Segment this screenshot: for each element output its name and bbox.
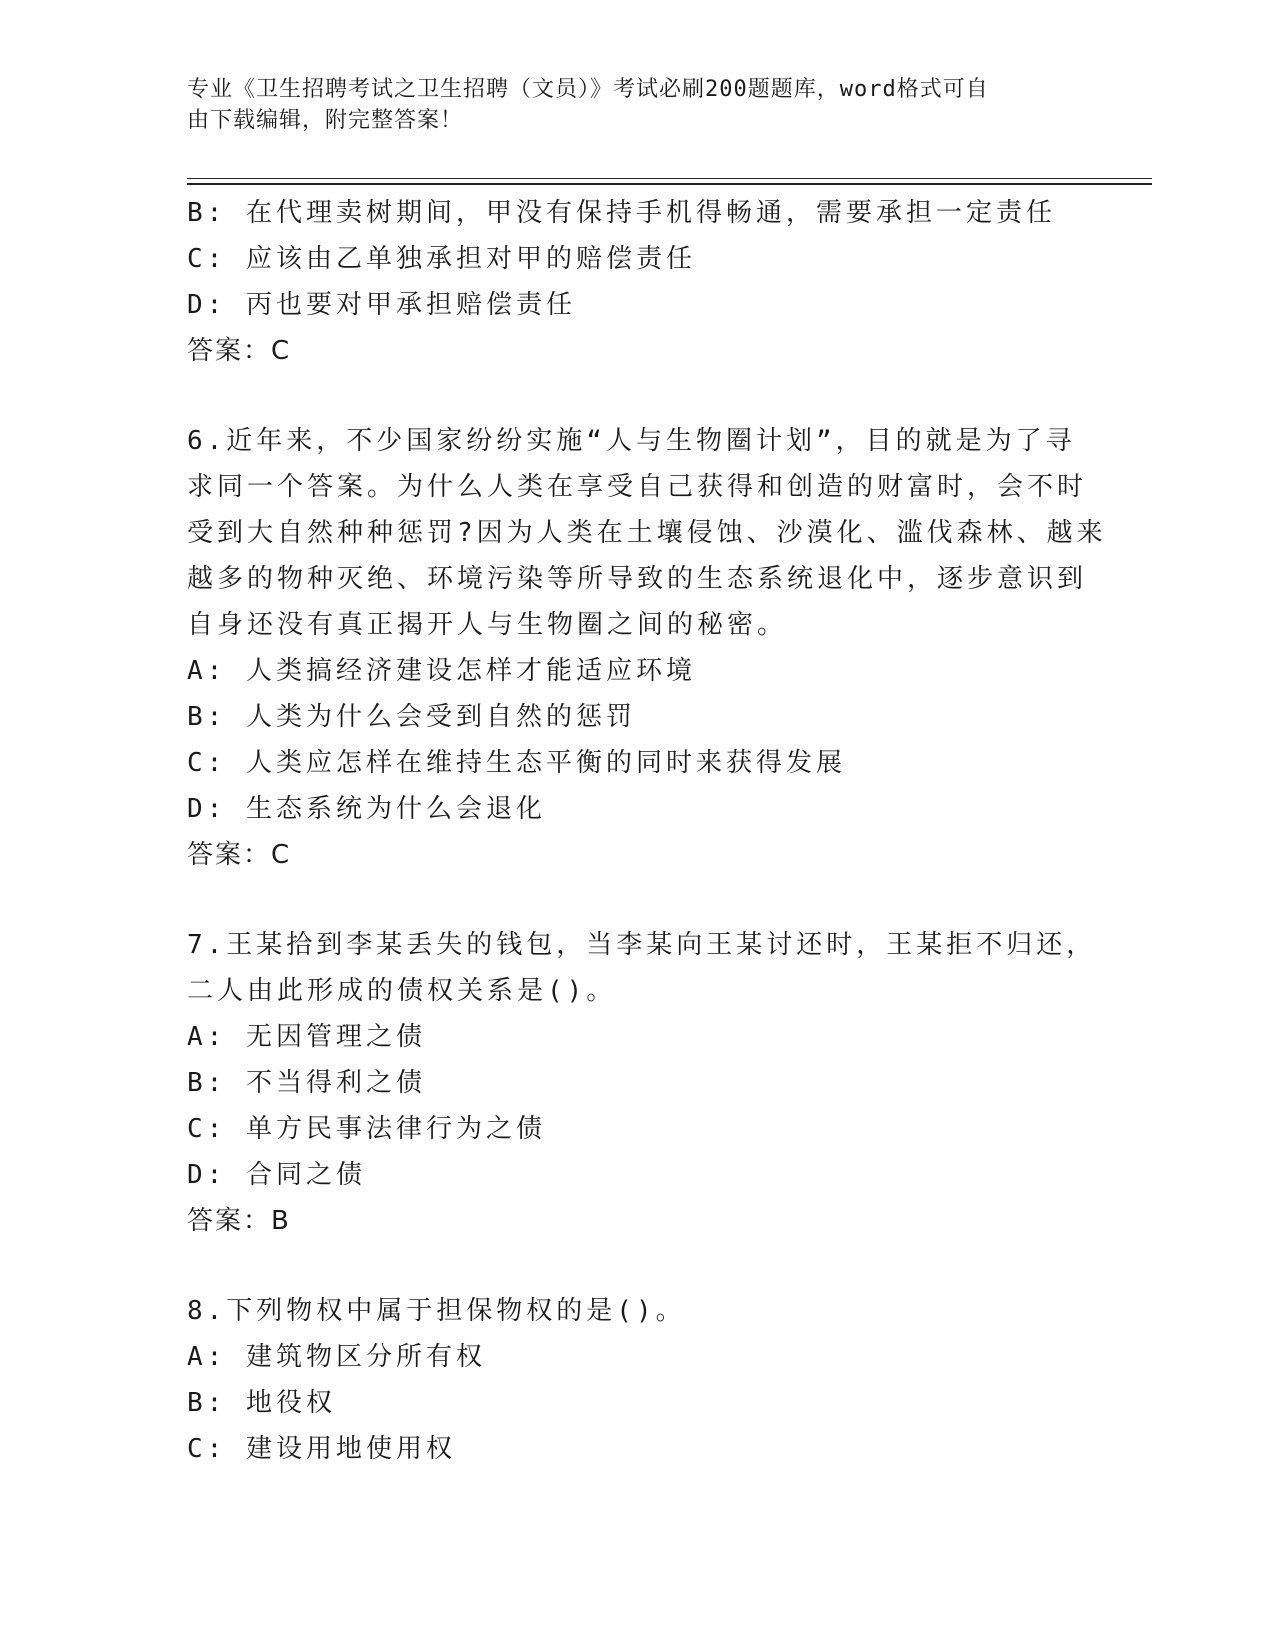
spacer: [187, 374, 1087, 418]
question-text-line: 自身还没有真正揭开人与生物圈之间的秘密。: [187, 610, 788, 640]
question-text-line: 求同一个答案。为什么人类在享受自己获得和创造的财富时，会不时: [187, 472, 1088, 502]
option-b: B: 在代理卖树期间，甲没有保持手机得畅通，需要承担一定责任: [187, 198, 1056, 228]
option-c: C: 建设用地使用权: [187, 1434, 456, 1464]
header-divider-thick: [187, 183, 1152, 185]
option-d: D: 丙也要对甲承担赔偿责任: [187, 290, 576, 320]
question-content: [187, 190, 1107, 1472]
header-divider-thin: [187, 178, 1152, 179]
spacer: [187, 878, 1087, 922]
header-line-1: 专业《卫生招聘考试之卫生招聘（文员）》考试必刷200题题库，word格式可自: [187, 77, 989, 102]
question-6: [187, 418, 1107, 878]
question-7: [187, 922, 1097, 1244]
option-d: D: 合同之债: [187, 1160, 366, 1190]
question-8: [187, 1288, 1087, 1472]
option-a: A: 无因管理之债: [187, 1022, 426, 1052]
document-header: [187, 74, 1067, 136]
option-b: B: 地役权: [187, 1388, 336, 1418]
answer: 答案：B: [187, 1206, 291, 1236]
answer: 答案：C: [187, 840, 292, 870]
option-a: A: 人类搞经济建设怎样才能适应环境: [187, 656, 696, 686]
option-d: D: 生态系统为什么会退化: [187, 794, 546, 824]
question-text-line: 8.下列物权中属于担保物权的是()。: [187, 1296, 686, 1326]
option-c: C: 单方民事法律行为之债: [187, 1114, 546, 1144]
question-5: [187, 190, 1087, 374]
spacer: [187, 1244, 1087, 1288]
question-text-line: 受到大自然种种惩罚?因为人类在土壤侵蚀、沙漠化、滥伐森林、越来: [187, 518, 1107, 548]
option-b: B: 人类为什么会受到自然的惩罚: [187, 702, 636, 732]
question-text-line: 二人由此形成的债权关系是()。: [187, 976, 617, 1006]
question-text-line: 6.近年来，不少国家纷纷实施“人与生物圈计划”，目的就是为了寻: [187, 426, 1076, 456]
option-b: B: 不当得利之债: [187, 1068, 426, 1098]
header-line-2: 由下载编辑，附完整答案！: [187, 108, 464, 133]
option-c: C: 人类应怎样在维持生态平衡的同时来获得发展: [187, 748, 846, 778]
question-text-line: 7.王某拾到李某丢失的钱包，当李某向王某讨还时，王某拒不归还，: [187, 930, 1097, 960]
answer: 答案：C: [187, 336, 292, 366]
option-a: A: 建筑物区分所有权: [187, 1342, 486, 1372]
question-text-line: 越多的物种灭绝、环境污染等所导致的生态系统退化中，逐步意识到: [187, 564, 1088, 594]
option-c: C: 应该由乙单独承担对甲的赔偿责任: [187, 244, 696, 274]
